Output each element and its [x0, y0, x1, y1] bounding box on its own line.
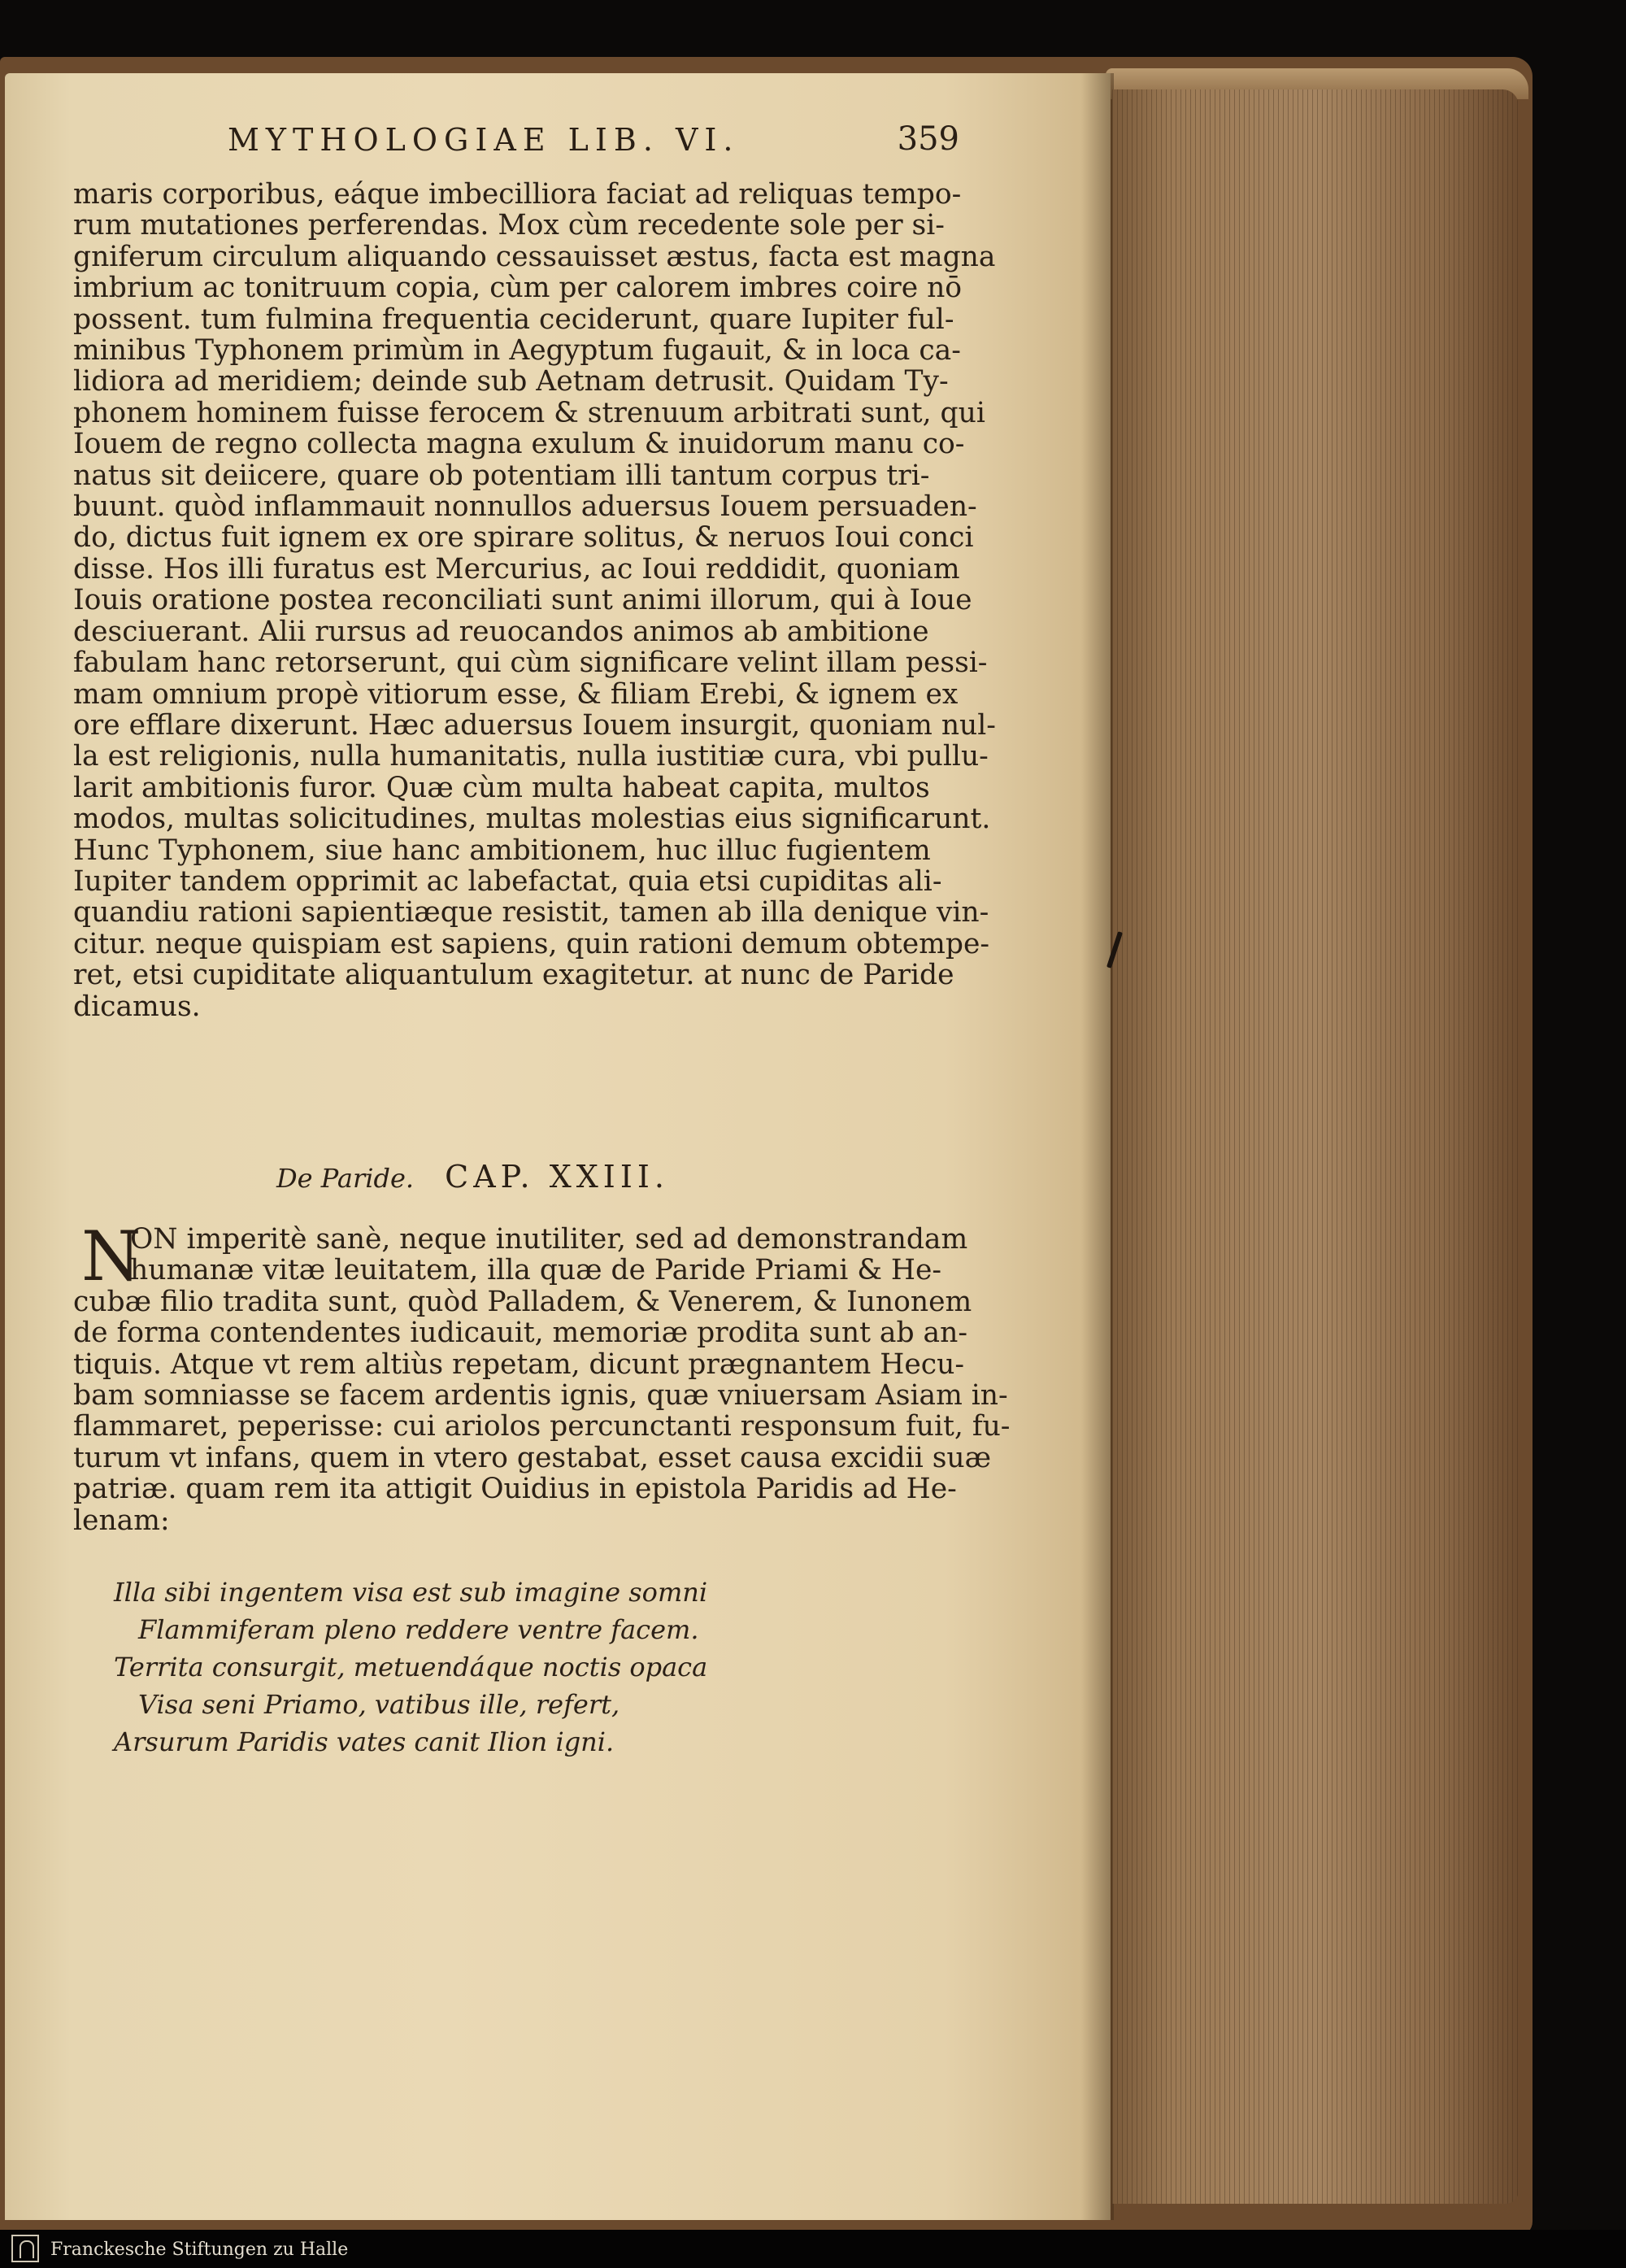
- text-line: Iouis oratione postea reconciliati sunt animi illorum, qui à Ioue: [73, 584, 972, 617]
- drop-cap: N: [81, 1217, 141, 1296]
- text-line: bam somniasse se facem ardentis ignis, quæ vniuersam Asiam in-: [73, 1379, 1008, 1413]
- chapter-text: [73, 1217, 1011, 1537]
- text-line: citur. neque quispiam est sapiens, quin rationi demum obtempe-: [73, 927, 990, 960]
- text-line: Iouem de regno collecta magna exulum & inuidorum manu co-: [73, 428, 965, 461]
- verse-block: [114, 1574, 846, 1761]
- footer-bar: [0, 2230, 1626, 2268]
- running-head: MYTHOLOGIAE LIB. VI.: [228, 122, 740, 158]
- text-line: phonem hominem fuisse ferocem & strenuum arbitrati sunt, qui: [73, 396, 985, 429]
- text-line: Hunc Typhonem, siue hanc ambitionem, huc illuc fugientem: [73, 834, 931, 867]
- verse-line: Flammiferam pleno reddere ventre facem.: [138, 1614, 699, 1645]
- text-line: ore efflare dixerunt. Hæc aduersus Iouem insurgit, quoniam nul-: [73, 708, 996, 742]
- text-line: do, dictus fuit ignem ex ore spirare solitus, & neruos Ioui conci: [73, 521, 974, 555]
- text-line: turum vt infans, quem in vtero gestabat, esset causa excidii suæ: [73, 1441, 992, 1474]
- text-line: mam omnium propè vitiorum esse, & filiam Erebi, & ignem ex: [73, 677, 959, 711]
- gutter-shadow: [1081, 73, 1114, 2220]
- text-line: quandiu rationi sapientiæque resistit, tamen ab illa denique vin-: [73, 896, 989, 929]
- institution-logo-icon: [11, 2235, 39, 2262]
- text-line: larit ambitionis furor. Quæ cùm multa habeat capita, multos: [73, 771, 930, 804]
- chapter-title: De Paride.: [276, 1163, 415, 1194]
- text-line: dicamus.: [73, 990, 201, 1023]
- verse-line: Visa seni Priamo, vatibus ille, refert,: [138, 1689, 620, 1720]
- verse-line: Arsurum Paridis vates canit Ilion igni.: [114, 1726, 615, 1757]
- text-line: cubæ filio tradita sunt, quòd Palladem, & Venerem, & Iunonem: [73, 1285, 972, 1318]
- page-edges: [1112, 89, 1519, 2204]
- text-line: minibus Typhonem primùm in Aegyptum fugauit, & in loca ca-: [73, 334, 961, 368]
- text-line: gniferum circulum aliquando cessauisset æstus, facta est magna: [73, 240, 996, 273]
- text-line: flammaret, peperisse: cui ariolos percunctanti responsum fuit, fu-: [73, 1410, 1011, 1443]
- body-text: [73, 178, 996, 1023]
- text-line: lidiora ad meridiem; deinde sub Aetnam detrusit. Quidam Ty-: [73, 365, 949, 398]
- text-line: la est religionis, nulla humanitatis, nulla iustitiæ cura, vbi pullu-: [73, 740, 989, 773]
- text-line: disse. Hos illi furatus est Mercurius, ac Ioui reddidit, quoniam: [73, 552, 960, 586]
- text-line: modos, multas solicitudines, multas molestias eius significarunt.: [73, 803, 991, 836]
- text-line: possent. tum fulmina frequentia ceciderunt, quare Iupiter ful-: [73, 303, 954, 336]
- text-line: ret, etsi cupiditate aliquantulum exagitetur. at nunc de Paride: [73, 959, 954, 992]
- page-number: 359: [897, 120, 959, 158]
- text-line: ON imperitè sanè, neque inutiliter, sed ad demonstrandam: [130, 1223, 968, 1256]
- verse-line: Illa sibi ingentem visa est sub imagine somni: [114, 1577, 708, 1608]
- institution-name: Franckesche Stiftungen zu Halle: [50, 2240, 349, 2260]
- text-line: natus sit deiicere, quare ob potentiam illi tantum corpus tri-: [73, 459, 930, 492]
- text-line: de forma contendentes iudicauit, memoriæ prodita sunt ab an-: [73, 1317, 967, 1350]
- text-line: imbrium ac tonitruum copia, cùm per calorem imbres coire nō: [73, 272, 963, 305]
- chapter-number: CAP. XXIII.: [445, 1159, 669, 1195]
- text-line: buunt. quòd inflammauit nonnullos aduersus Iouem persuaden-: [73, 490, 977, 524]
- text-line: Iupiter tandem opprimit ac labefactat, quia etsi cupiditas ali-: [73, 864, 942, 898]
- text-line: rum mutationes perferendas. Mox cùm recedente sole per si-: [73, 209, 945, 242]
- verse-line: Territa consurgit, metuendáque noctis opaca: [114, 1652, 708, 1682]
- chapter-heading: [276, 1159, 846, 1195]
- text-line: patriæ. quam rem ita attigit Ouidius in epistola Paridis ad He-: [73, 1473, 957, 1506]
- text-line: maris corporibus, eáque imbecilliora faciat ad reliquas tempo-: [73, 178, 962, 211]
- text-line: fabulam hanc retorserunt, qui cùm significare velint illam pessi-: [73, 646, 988, 680]
- text-line: lenam:: [73, 1504, 170, 1537]
- text-line: desciuerant. Alii rursus ad reuocandos animos ab ambitione: [73, 615, 929, 648]
- text-line: tiquis. Atque vt rem altiùs repetam, dicunt prægnantem Hecu-: [73, 1347, 964, 1381]
- text-line: humanæ vitæ leuitatem, illa quæ de Paride Priami & He-: [130, 1254, 942, 1287]
